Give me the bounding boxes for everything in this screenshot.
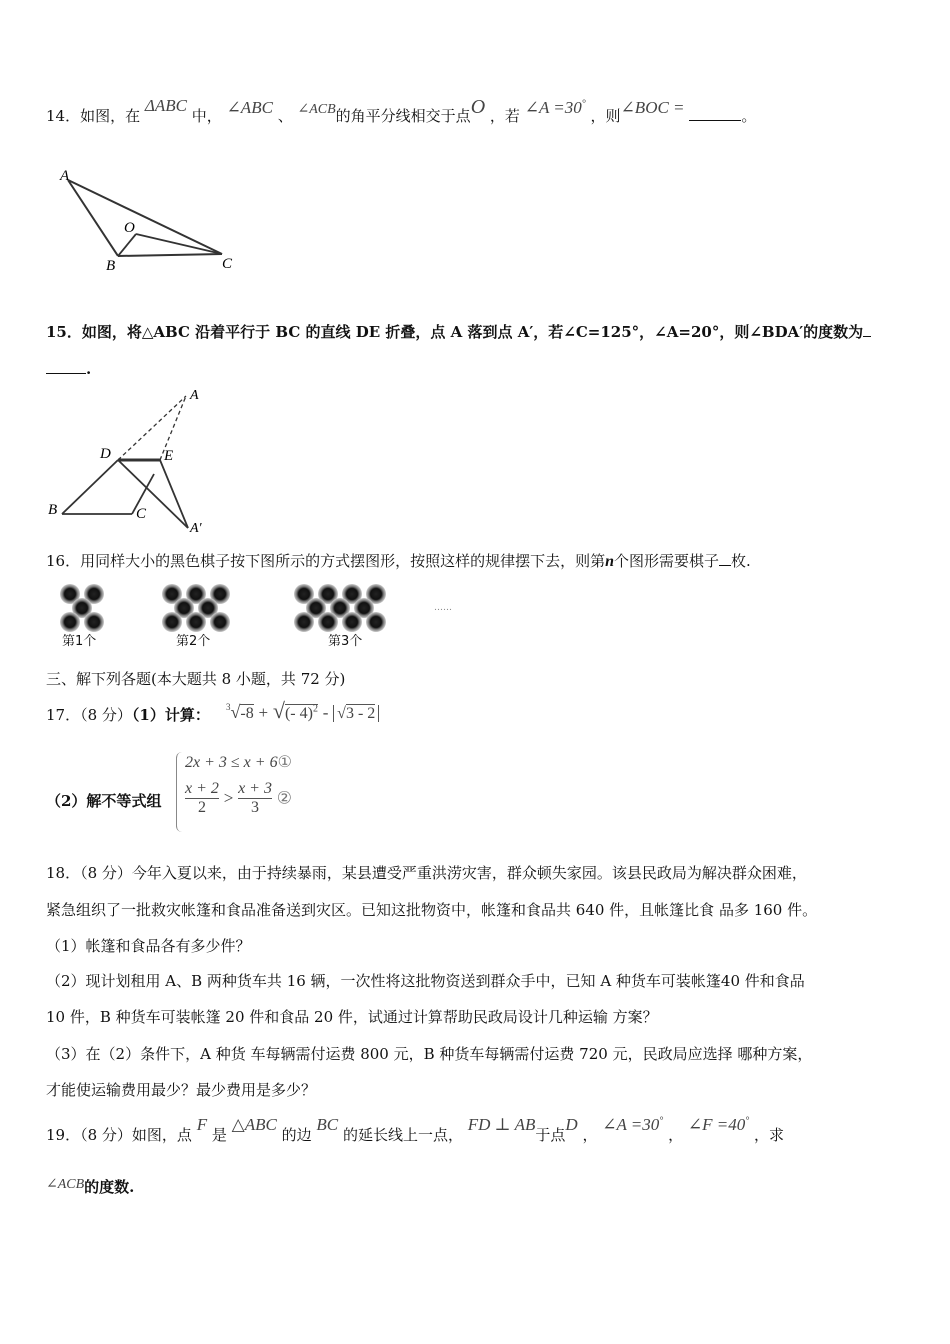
q16-n: n bbox=[605, 553, 614, 570]
q19-text: 的度数. bbox=[84, 1178, 135, 1196]
fig15-label-a-prime: A′ bbox=[190, 521, 202, 534]
q19-side-bc: BC bbox=[316, 1115, 339, 1134]
pattern-3 bbox=[294, 584, 386, 632]
q14-angle-acb: ∠ACB bbox=[297, 102, 336, 117]
q14-figure bbox=[56, 164, 246, 274]
pattern-caption-3: 第3个 bbox=[328, 634, 363, 649]
q14-ask: ∠BOC = bbox=[620, 98, 685, 117]
q16-text: 个图形需要棋子 bbox=[614, 552, 720, 570]
pattern-ellipsis: …… bbox=[434, 603, 452, 613]
pattern-caption-1: 第1个 bbox=[62, 634, 97, 649]
q19-point-d: D bbox=[565, 1115, 578, 1134]
frac1-denominator: 2 bbox=[197, 799, 206, 816]
q14-triangle: ΔABC bbox=[144, 96, 187, 115]
radical-sign: √ bbox=[272, 698, 285, 723]
q14-text: 的角平分线相交于点 bbox=[335, 107, 471, 125]
q18-line2: 紧急组织了一批救灾帐篷和食品准备送到灾区。已知这批物资中，帐篷和食品共 640 件，且帐篷比食 品多 160 件。 bbox=[46, 901, 818, 919]
frac1-numerator: x + 2 bbox=[185, 780, 219, 797]
inequality-system bbox=[176, 752, 317, 832]
q19-perpendicular: FD ⊥ AB bbox=[467, 1115, 536, 1134]
q14-text: ，若 bbox=[489, 107, 520, 125]
q18-line7: 才能使运输费用最少？最少费用是多少？ bbox=[46, 1081, 317, 1099]
q19-comma: ， bbox=[582, 1126, 598, 1144]
pattern-1 bbox=[60, 584, 104, 632]
q15-text: 15．如图，将△ABC 沿着平行于 BC 的直线 DE 折叠，点 A 落到点 A′，若∠C=125°，∠A=20°，则∠BDA′的度数为 bbox=[46, 323, 864, 341]
q19-point-f: F bbox=[196, 1115, 208, 1134]
answer-blank[interactable] bbox=[689, 120, 741, 121]
sqrt-radicand: (- 4)$^2$ bbox=[284, 703, 318, 722]
q18-line3: （1）帐篷和食品各有多少件？ bbox=[46, 937, 251, 955]
q18-line6: （3）在（2）条件下，A 种货 车每辆需付运费 800 元，B 种货车每辆需付运费 720 元，民政局应选择 哪种方案， bbox=[46, 1045, 813, 1063]
q19-line2 bbox=[46, 1176, 134, 1197]
q14-condition: ∠A =30° bbox=[524, 98, 586, 117]
q19-line1 bbox=[46, 1115, 785, 1145]
answer-blank[interactable] bbox=[863, 336, 871, 337]
cbrt-index: 3 bbox=[226, 702, 231, 712]
op-minus: - bbox=[322, 703, 329, 722]
q14-text: 如图，在 bbox=[80, 107, 141, 125]
ineq2-mark: ② bbox=[276, 788, 292, 808]
radical-sign: √ bbox=[230, 702, 241, 722]
q14-text: ，则 bbox=[590, 107, 621, 125]
abs-value: √3 - 2 bbox=[333, 705, 379, 722]
q15-end: . bbox=[86, 360, 92, 378]
fig15-label-e: E bbox=[164, 448, 174, 464]
fig15-label-d: D bbox=[100, 446, 111, 462]
q19-angle-a: ∠A =30° bbox=[602, 1115, 664, 1134]
q14-separator: 、 bbox=[277, 107, 293, 125]
q14-angle-abc: ∠ABC bbox=[226, 98, 273, 117]
inequality-1: 2x + 3 ≤ x + 6① bbox=[185, 754, 292, 771]
q18-line5: 10 件，B 种货车可装帐篷 20 件和食品 20 件，试通过计算帮助民政局设计几种运输 方案？ bbox=[46, 1008, 658, 1026]
q19-text: 的延长线上一点， bbox=[342, 1126, 463, 1144]
fig14-label-o: O bbox=[124, 220, 135, 236]
fig14-label-c: C bbox=[222, 256, 233, 272]
frac2-numerator: x + 3 bbox=[238, 780, 272, 797]
frac2-denominator: 3 bbox=[251, 799, 260, 816]
q19-text: 是 bbox=[211, 1126, 227, 1144]
fig15-label-b: B bbox=[48, 502, 58, 518]
fig14-label-b: B bbox=[106, 258, 116, 274]
q14-line bbox=[46, 96, 757, 127]
q19-angle-f: ∠F =40° bbox=[687, 1115, 750, 1134]
q19-text: 的边 bbox=[281, 1126, 312, 1144]
q15-figure bbox=[44, 384, 224, 534]
pattern-caption-2: 第2个 bbox=[176, 634, 211, 649]
q17-line1 bbox=[46, 704, 210, 725]
q19-comma: ， bbox=[668, 1126, 684, 1144]
q19-angle-acb: ∠ACB bbox=[46, 1177, 85, 1192]
q19-text: 于点 bbox=[535, 1126, 566, 1144]
q16-figure bbox=[46, 578, 476, 650]
q17-part1-label: （1）计算： bbox=[131, 706, 210, 724]
q14-text: 中， bbox=[191, 107, 222, 125]
fig15-label-c: C bbox=[136, 506, 147, 522]
inequality-2 bbox=[185, 780, 292, 817]
q14-number: 14． bbox=[46, 107, 81, 125]
op-gt: > bbox=[223, 788, 234, 808]
q16-line bbox=[46, 550, 751, 571]
q18-line1: 18．（8 分）今年入夏以来，由于持续暴雨，某县遭受严重洪涝灾害，群众顿失家园。该县民政局为解决群众困难， bbox=[46, 864, 807, 882]
q17-part2-label: （2）解不等式组 bbox=[46, 792, 162, 810]
q17-number: 17．（8 分） bbox=[46, 706, 132, 724]
fig15-label-a: A bbox=[190, 388, 199, 403]
op-plus: + bbox=[258, 703, 269, 722]
pattern-2 bbox=[162, 584, 230, 632]
q14-point-o: O bbox=[470, 96, 486, 118]
q16-text: 枚. bbox=[731, 552, 751, 570]
q19-number: 19．（8 分）如图，点 bbox=[46, 1126, 192, 1144]
answer-blank[interactable] bbox=[719, 565, 731, 566]
answer-blank[interactable] bbox=[46, 373, 86, 374]
section-title: 三、解下列各题(本大题共 8 小题，共 72 分) bbox=[46, 670, 346, 688]
q19-triangle: △ABC bbox=[231, 1115, 277, 1134]
q19-text: ，求 bbox=[754, 1126, 785, 1144]
cbrt-radicand: -8 bbox=[240, 705, 254, 722]
q16-text: 16．用同样大小的黑色棋子按下图所示的方式摆图形，按照这样的规律摆下去，则第 bbox=[46, 552, 606, 570]
fig14-label-a: A bbox=[60, 168, 70, 184]
q15-line1 bbox=[46, 321, 871, 342]
q14-end: 。 bbox=[741, 107, 757, 125]
q15-line2 bbox=[46, 360, 91, 378]
q17-expression bbox=[226, 698, 379, 724]
q18-line4: （2）现计划租用 A、B 两种货车共 16 辆，一次性将这批物资送到群众手中，已知 A 种货车可装帐篷40 件和食品 bbox=[46, 972, 805, 990]
